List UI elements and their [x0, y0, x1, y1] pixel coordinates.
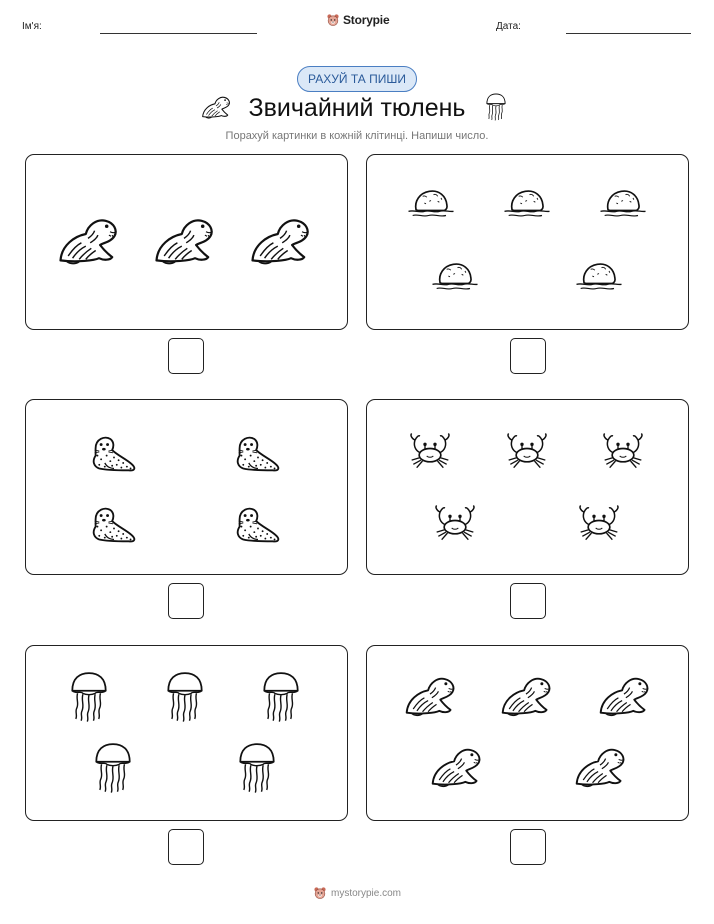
seal-picture	[572, 742, 628, 790]
brand-logo	[326, 13, 389, 27]
spotted-seal-picture	[230, 428, 286, 474]
crab-picture	[430, 502, 480, 544]
rock-picture	[574, 258, 624, 294]
answer-box-1[interactable]	[168, 338, 204, 374]
crab-picture	[405, 430, 455, 472]
rock-picture	[598, 185, 648, 221]
jellyfish-picture	[259, 669, 303, 723]
rock-picture	[502, 185, 552, 221]
count-panel-2	[366, 154, 689, 330]
bear-icon	[313, 886, 327, 900]
jellyfish-picture	[67, 669, 111, 723]
rock-picture	[430, 258, 480, 294]
instructions: Порахуй картинки в кожній клітинці. Напиши число.	[225, 130, 489, 142]
crab-picture	[574, 502, 624, 544]
answer-box-6[interactable]	[510, 829, 546, 865]
jellyfish-picture	[163, 669, 207, 723]
jellyfish-picture	[235, 740, 279, 794]
jellyfish-picture	[91, 740, 135, 794]
crab-picture	[598, 430, 648, 472]
bear-icon	[326, 13, 340, 27]
footer	[0, 886, 714, 900]
activity-badge: РАХУЙ ТА ПИШИ	[297, 66, 417, 92]
answer-box-3[interactable]	[168, 583, 204, 619]
answer-box-5[interactable]	[168, 829, 204, 865]
rock-picture	[406, 185, 456, 221]
seal-picture	[402, 671, 458, 719]
crab-picture	[502, 430, 552, 472]
footer-link[interactable]: mystorypie.com	[330, 887, 401, 899]
seal-picture	[55, 211, 121, 268]
seal-picture	[596, 671, 652, 719]
seal-picture	[498, 671, 554, 719]
answer-box-2[interactable]	[510, 338, 546, 374]
spotted-seal-picture	[86, 499, 142, 545]
seal-picture	[151, 211, 217, 268]
name-label: Ім'я:	[22, 21, 42, 32]
date-label: Дата:	[496, 21, 521, 32]
seal-picture	[247, 211, 313, 268]
date-line[interactable]	[566, 33, 691, 34]
jellyfish-icon	[484, 92, 508, 121]
name-line[interactable]	[100, 33, 257, 34]
page-title: Звичайний тюлень	[248, 94, 466, 122]
spotted-seal-picture	[86, 428, 142, 474]
count-panel-3	[25, 399, 348, 575]
answer-box-4[interactable]	[510, 583, 546, 619]
seal-picture	[428, 742, 484, 790]
count-panel-4	[366, 399, 689, 575]
spotted-seal-picture	[230, 499, 286, 545]
brand-name: Storypie	[343, 13, 390, 27]
